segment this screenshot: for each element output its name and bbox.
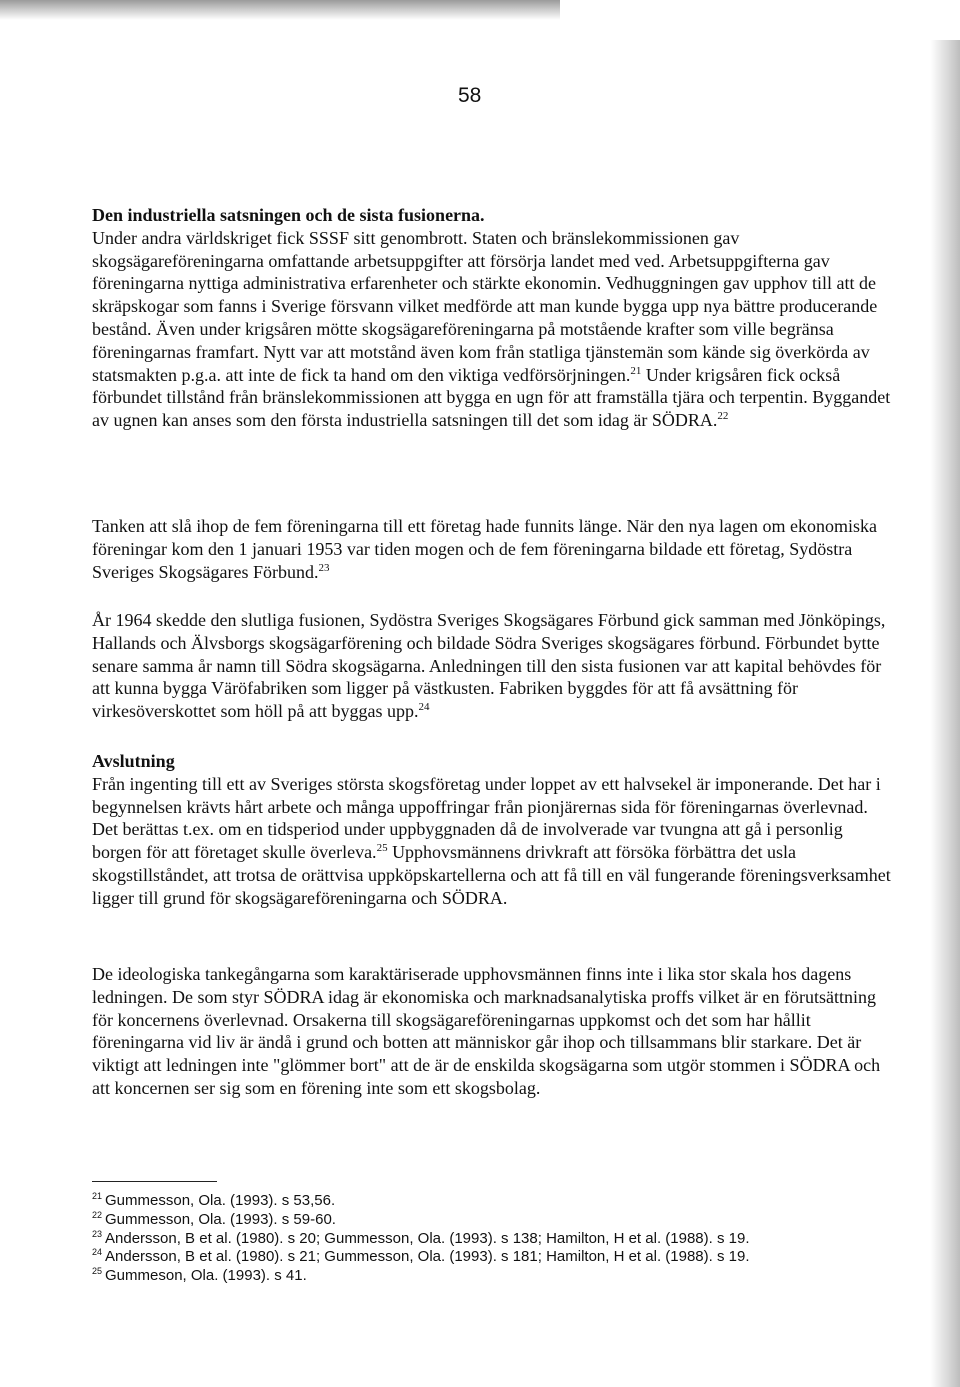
footnote-number: 25 — [92, 1266, 103, 1277]
section-industriella-satsningen — [92, 204, 892, 432]
footnote-ref-24: 24 — [418, 701, 430, 714]
footnote-text: Gummesson, Ola. (1993). s 53,56. — [105, 1192, 336, 1209]
page-number: 58 — [458, 84, 482, 107]
footnote-number: 23 — [92, 1228, 103, 1239]
scan-shadow-top — [0, 0, 560, 20]
footnote-divider — [92, 1181, 217, 1182]
footnote-ref-23: 23 — [318, 561, 330, 574]
footnote-number: 22 — [92, 1209, 103, 1220]
footnote-text: Andersson, B et al. (1980). s 21; Gummesson, Ola. (1993). s 181; Hamilton, H et al. (1988). s 19. — [105, 1248, 750, 1266]
section-heading: Den industriella satsningen och de sista fusionerna. — [92, 205, 485, 225]
footnote-23 — [92, 1230, 892, 1249]
footnote-text: Andersson, B et al. (1980). s 20; Gummesson, Ola. (1993). s 138; Hamilton, H et al. (1988). s 19. — [105, 1229, 750, 1247]
body-text: Under andra världskriget fick SSSF sitt genombrott. Staten och bränslekommissionen gav skogsägareföreningarna omfattande arbetsuppgifter att försörja landet med ved. Arbetsuppgifterna gav föreningarna nyttiga administrativa erfarenheter och stärkte ekonomin. Vedhuggningen gav upphov till att de skräpskogar som fanns i Sverige försvann vilket medförde att man kunde bygga upp nya bättre producerande bestånd. Även under krigsåren mötte skogsägareföreningarna på motstående krafter som ville begränsa föreningarnas framfart. Nytt var att motstånd även kom från statliga tjänstemän som kände sig överkörda av statsmakten p.g.a. att inte de fick ta hand om den viktiga vedförsörjningen. — [92, 227, 878, 385]
footnote-number: 24 — [92, 1247, 103, 1258]
scan-shadow-right — [930, 40, 960, 1387]
body-text: De ideologiska tankegångarna som karaktäriserade upphovsmännen finns inte i lika stor skala hos dagens ledningen. De som styr SÖDRA idag är ekonomiska och marknadsanalytiska proffs vilket är en förutsättning för koncernens överlevnad. Orsakerna till skogsägareföreningarnas uppkomst och det som har hållit föreningarna vid liv är ändå i grund och botten att människor går ihop och tillsammans blir starkare. Det är viktigt att ledningen inte "glömmer bort" att de är de enskilda skogsägarna som utgör stommen i SÖDRA och att koncernen ser sig som en förening inte som ett skogsbolag. — [92, 964, 881, 1098]
footnote-21 — [92, 1192, 892, 1211]
paragraph-fem-foreningar — [92, 515, 892, 583]
footnote-ref-22: 22 — [717, 410, 729, 423]
footnote-ref-21: 21 — [630, 364, 642, 377]
footnote-ref-25: 25 — [376, 842, 388, 855]
body-text: Tanken att slå ihop de fem föreningarna till ett företag hade funnits länge. När den nya lagen om ekonomiska föreningar kom den 1 januari 1953 var tiden mogen och de fem föreningarna bildade ett företag, Sydöstra Sveriges Skogsägares Förbund. — [92, 516, 877, 582]
body-text: Under krigsåren fick också förbundet tillstånd från bränslekommissionen att bygga en ugn för att framställa tjära och terpentin. Byggandet av ugnen kan anses som den första industriella satsningen till det som idag är SÖDRA. — [92, 364, 891, 431]
paragraph-slutliga-fusionen — [92, 609, 892, 723]
section-avslutning — [92, 750, 892, 910]
footnote-22 — [92, 1211, 892, 1230]
section-heading: Avslutning — [92, 751, 175, 771]
footnote-text: Gummesson, Ola. (1993). s 59-60. — [105, 1210, 336, 1228]
footnote-number: 21 — [92, 1191, 103, 1201]
body-text: Upphovsmännens drivkraft att försöka förbättra det usla skogstillståndet, att trotsa de orättvisa uppköpskartellerna och att få till en väl fungerande föreningsverksamhet ligger till grund för skogsägareföreningarna och SÖDRA. — [92, 842, 891, 908]
body-text: Från ingenting till ett av Sveriges största skogsföretag under loppet av ett halvsekel är imponerande. Det har i begynnelsen krävts hårt arbete och många uppoffringar från pionjärernas sida för föreningarnas överlevnad. Det berättas t.ex. om en tidsperiod under uppbyggnaden då de involverade var tvungna att gå i personlig borgen för att företaget skulle överleva. — [92, 773, 881, 863]
footnote-24 — [92, 1248, 892, 1267]
footnotes — [92, 1192, 892, 1286]
footnote-text: Gummeson, Ola. (1993). s 41. — [105, 1267, 307, 1285]
footnote-25 — [92, 1267, 892, 1286]
body-text: År 1964 skedde den slutliga fusionen, Sydöstra Sveriges Skogsägares Förbund gick samman med Jönköpings, Hallands och Älvsborgs skogsägarförening och bildade Södra Sveriges skogsägares förbund. Förbundet bytte senare samma år namn till Södra skogsägarna. Anledningen till den sista fusionen var att kapital behövdes för att kunna bygga Väröfabriken som ligger på västkusten. Fabriken byggdes för att få avsättning för virkesöverskottet som höll på att byggas upp. — [92, 610, 886, 722]
paragraph-ideologiska-tankegangar — [92, 963, 892, 1100]
